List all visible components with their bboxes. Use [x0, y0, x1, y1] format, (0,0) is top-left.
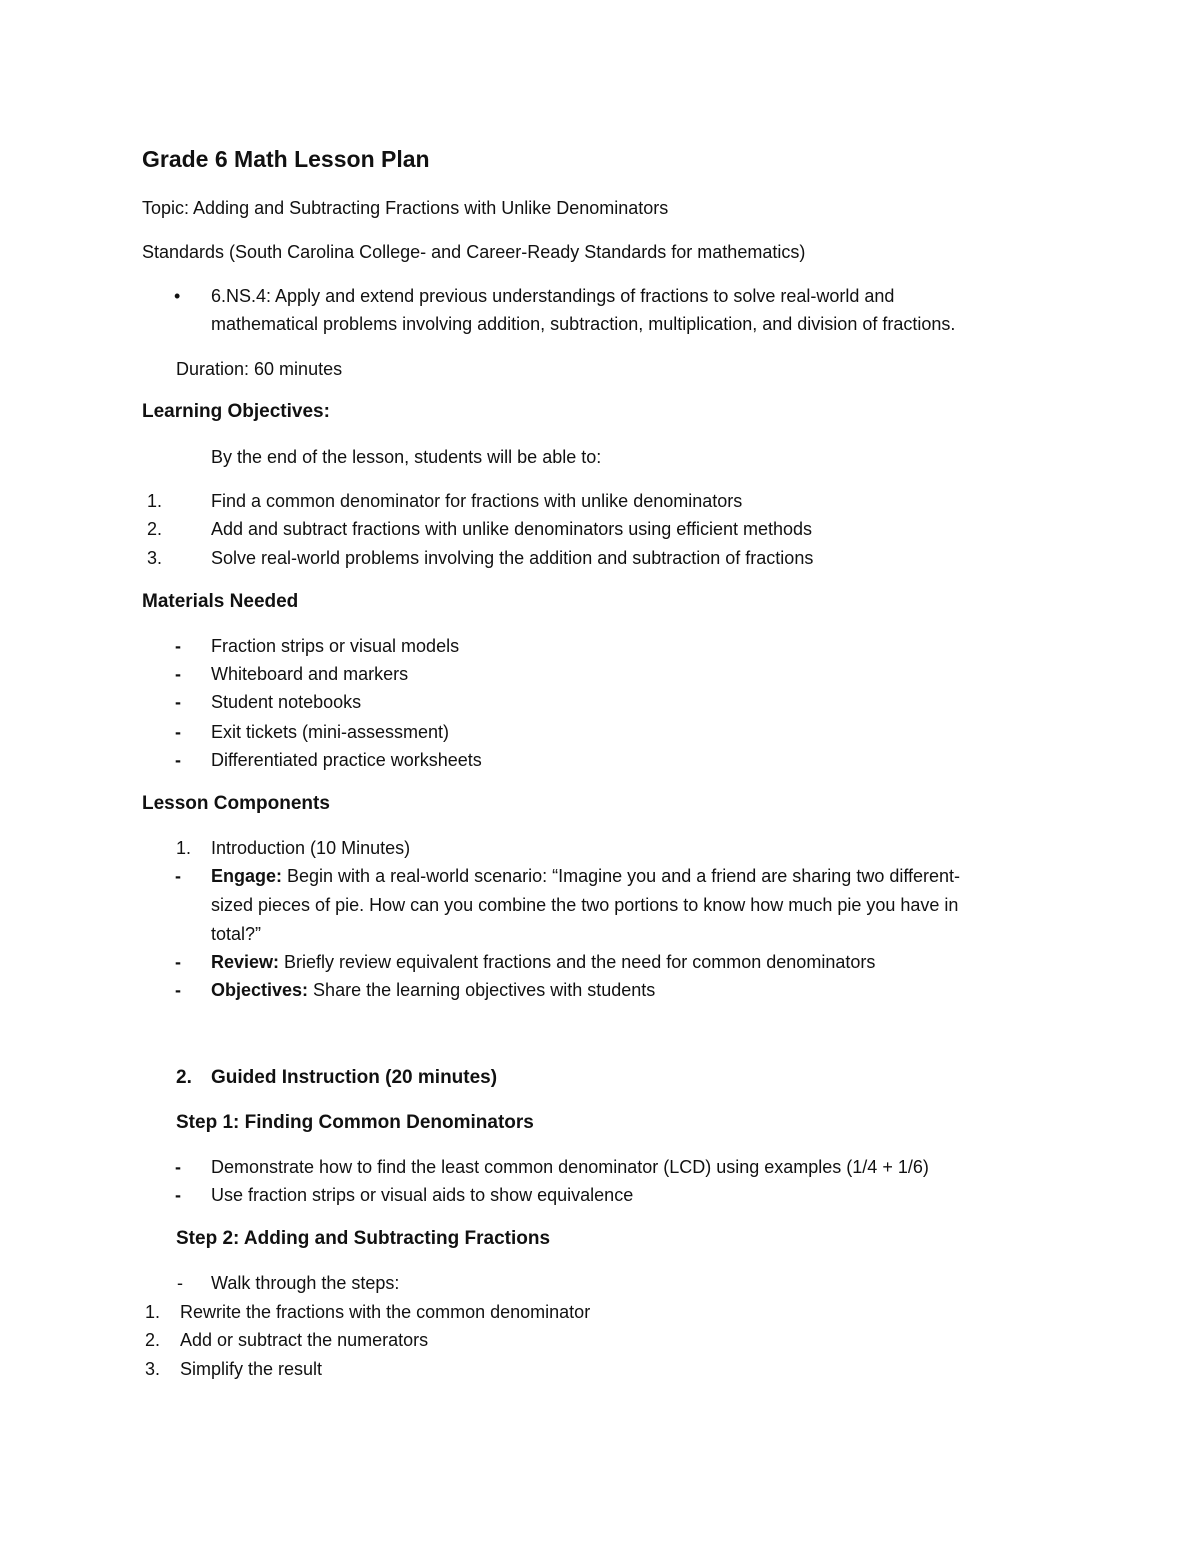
objective-number: 3.: [147, 548, 163, 568]
lesson-components-heading: Lesson Components: [142, 793, 330, 814]
guided-number: 2.: [176, 1067, 192, 1088]
duration-line: Duration: 60 minutes: [176, 359, 343, 379]
engage-line1: [211, 864, 960, 888]
standards-line: Standards (South Carolina College- and Career-Ready Standards for mathematics): [142, 242, 806, 262]
component-number: 1.: [176, 838, 192, 858]
topic-line: Topic: Adding and Subtracting Fractions with Unlike Denominators: [142, 198, 669, 218]
dash-marker: -: [175, 952, 181, 972]
dash-marker: -: [175, 692, 181, 712]
dash-marker: -: [177, 1273, 183, 1293]
step1-item: Demonstrate how to find the least common denominator (LCD) using examples (1/4 + 1/6): [211, 1157, 929, 1177]
page-title: Grade 6 Math Lesson Plan: [142, 146, 430, 172]
objective-number: 2.: [147, 519, 163, 539]
standard-code: 6.NS.4:: [211, 286, 272, 306]
material-item: Differentiated practice worksheets: [211, 750, 482, 770]
step2-number: 1.: [145, 1302, 161, 1322]
review-item: [211, 950, 875, 974]
review-text: Briefly review equivalent fractions and the need for common denominators: [279, 952, 876, 972]
standard-item-line2: mathematical problems involving addition, subtraction, multiplication, and division of fractions.: [211, 314, 956, 334]
engage-line3: total?”: [211, 924, 262, 944]
step1-item: Use fraction strips or visual aids to show equivalence: [211, 1185, 634, 1205]
dash-marker: -: [175, 1185, 181, 1205]
engage-label: Engage:: [211, 866, 283, 886]
walk-through-line: Walk through the steps:: [211, 1273, 400, 1293]
step2-item: Simplify the result: [180, 1359, 323, 1379]
objectives-intro: By the end of the lesson, students will be able to:: [211, 447, 602, 467]
standard-text-1: Apply and extend previous understandings of fractions to solve real-world and: [271, 286, 895, 306]
dash-marker: -: [175, 636, 181, 656]
material-item: Student notebooks: [211, 692, 362, 712]
standard-item-line1: [211, 284, 894, 308]
engage-text-1: Begin with a real-world scenario: “Imagine you and a friend are sharing two different-: [282, 866, 961, 886]
step1-heading: Step 1: Finding Common Denominators: [176, 1112, 534, 1133]
dash-marker: -: [175, 1157, 181, 1177]
step2-number: 2.: [145, 1330, 161, 1350]
learning-objectives-heading: Learning Objectives:: [142, 401, 330, 422]
objective-number: 1.: [147, 491, 163, 511]
step2-item: Rewrite the fractions with the common denominator: [180, 1302, 591, 1322]
objectives-text: Share the learning objectives with students: [308, 980, 656, 1000]
material-item: Whiteboard and markers: [211, 664, 409, 684]
objective-item: Add and subtract fractions with unlike denominators using efficient methods: [211, 519, 813, 539]
dash-marker: -: [175, 866, 181, 886]
material-item: Fraction strips or visual models: [211, 636, 460, 656]
standard-bullet: •: [174, 286, 181, 306]
material-item: Exit tickets (mini-assessment): [211, 722, 450, 742]
objective-item: Find a common denominator for fractions with unlike denominators: [211, 491, 743, 511]
dash-marker: -: [175, 722, 181, 742]
engage-line2: sized pieces of pie. How can you combine the two portions to know how much pie you have in: [211, 895, 959, 915]
materials-heading: Materials Needed: [142, 591, 299, 612]
review-label: Review:: [211, 952, 280, 972]
dash-marker: -: [175, 664, 181, 684]
introduction-item: Introduction (10 Minutes): [211, 838, 411, 858]
dash-marker: -: [175, 750, 181, 770]
guided-instruction-heading: Guided Instruction (20 minutes): [211, 1067, 498, 1088]
step2-item: Add or subtract the numerators: [180, 1330, 429, 1350]
step2-number: 3.: [145, 1359, 161, 1379]
objective-item: Solve real-world problems involving the addition and subtraction of fractions: [211, 548, 814, 568]
dash-marker: -: [175, 980, 181, 1000]
objectives-item: [211, 978, 655, 1002]
step2-heading: Step 2: Adding and Subtracting Fractions: [176, 1228, 551, 1249]
objectives-label: Objectives:: [211, 980, 309, 1000]
